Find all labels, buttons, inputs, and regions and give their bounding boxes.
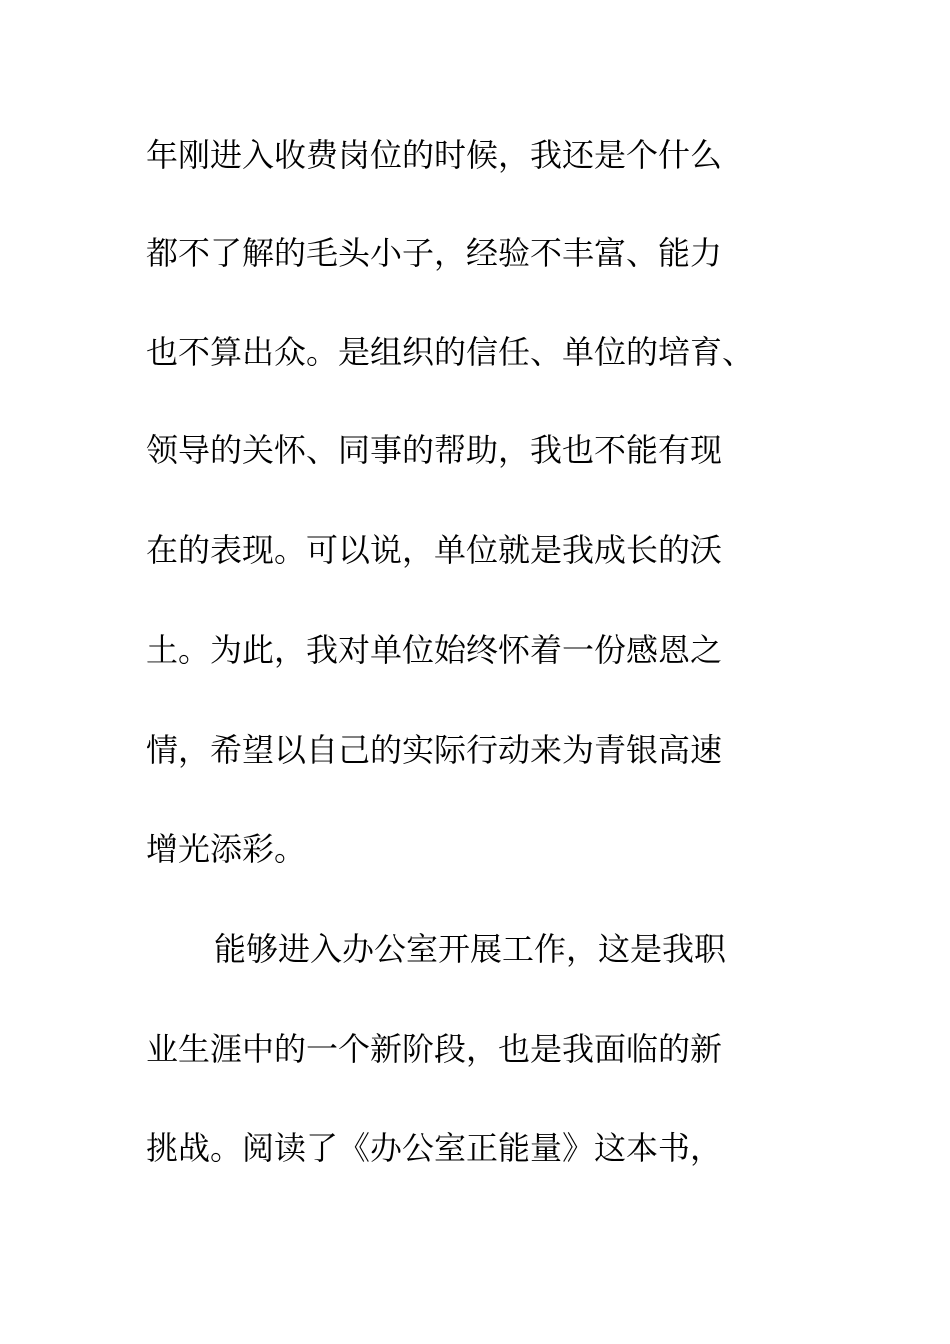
paragraph-line: 情，希望以自己的实际行动来为青银高速 (146, 731, 723, 769)
paragraph-line: 业生涯中的一个新阶段，也是我面临的新 (146, 1030, 723, 1068)
paragraph-line: 也不算出众。是组织的信任、单位的培育、 (146, 333, 755, 371)
paragraph-line: 都不了解的毛头小子，经验不丰富、能力 (146, 234, 723, 272)
paragraph-first-line: 能够进入办公室开展工作，这是我职 (214, 930, 727, 968)
paragraph-line: 在的表现。可以说，单位就是我成长的沃 (146, 531, 723, 569)
paragraph-line: 土。为此，我对单位始终怀着一份感恩之 (146, 631, 723, 669)
paragraph-line: 领导的关怀、同事的帮助，我也不能有现 (146, 431, 723, 469)
paragraph-line: 挑战。阅读了《办公室正能量》这本书， (146, 1129, 723, 1167)
paragraph-line: 年刚进入收费岗位的时候，我还是个什么 (146, 136, 723, 174)
paragraph-line: 增光添彩。 (146, 830, 307, 868)
